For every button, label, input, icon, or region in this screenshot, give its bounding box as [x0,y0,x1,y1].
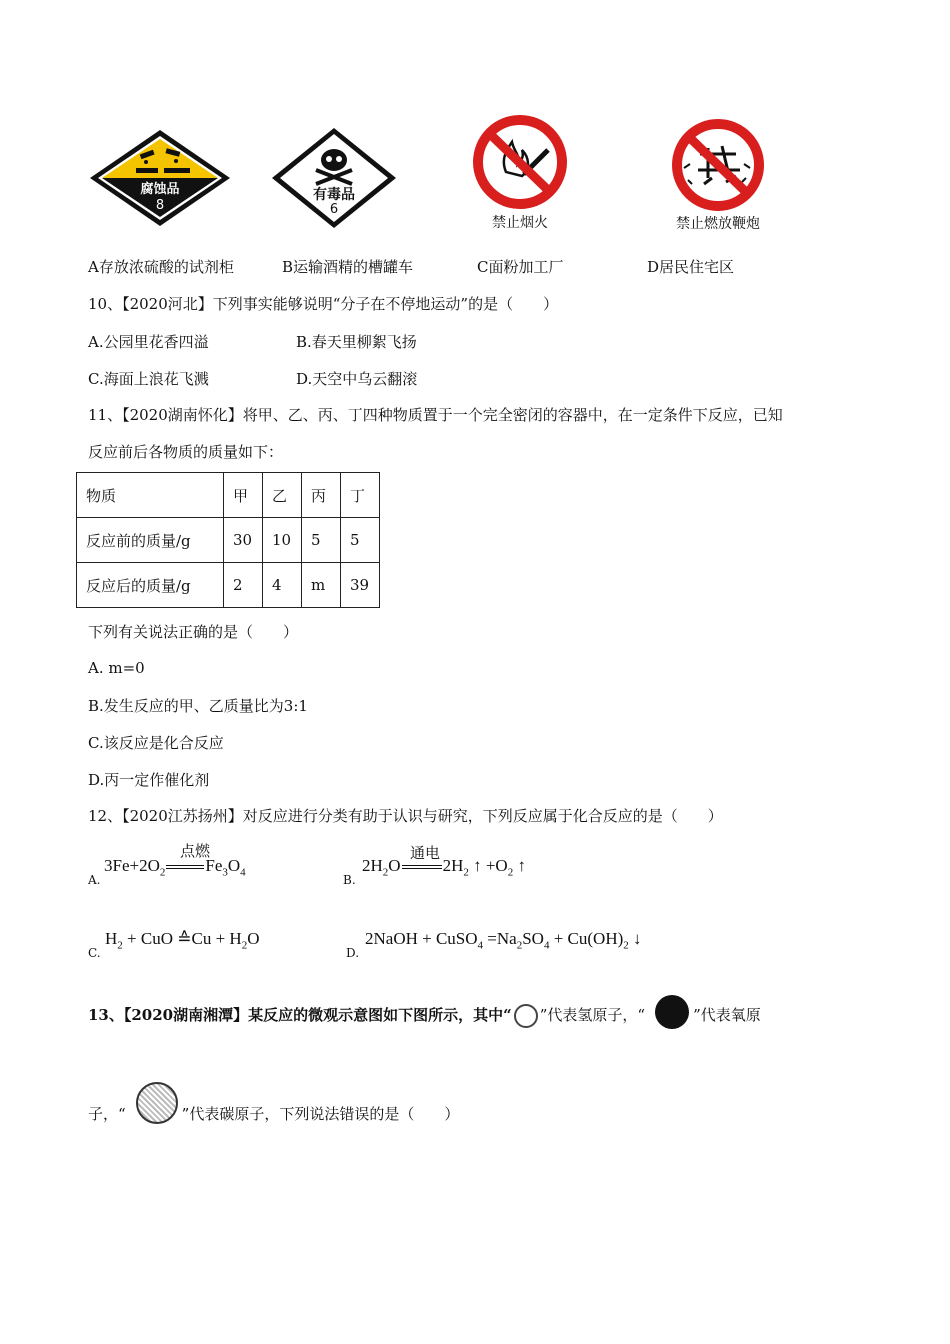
q11-question: 下列有关说法正确的是（ ） [88,623,299,641]
q10-option-b: B.春天里柳絮飞扬 [296,333,417,351]
carbon-atom-icon [136,1082,178,1124]
toxic-label: 有毒品 [313,187,355,203]
table-cell: 4 [263,563,302,608]
q9-option-c: C面粉加工厂 [477,258,564,276]
q12-label-b: B. [343,873,356,887]
q12-label-c: C. [88,946,101,960]
table-cell: m [302,563,341,608]
no-fire-caption: 禁止烟火 [492,215,548,231]
table-cell: 物质 [77,473,224,518]
q12-label-d: D. [346,946,360,960]
q11-option-a: A. m=0 [88,659,145,677]
oxygen-atom-icon [655,995,689,1029]
table-cell: 10 [263,518,302,563]
mass-table [76,472,380,608]
q13-stem-part-a: 13、【2020湖南湘潭】某反应的微观示意图如下图所示，其中“ [88,1006,512,1024]
table-cell: 反应前的质量/g [77,518,224,563]
q10-option-d: D.天空中乌云翻滚 [296,370,418,388]
q12-b-condition: 通电 [410,844,441,862]
q13-stem-part-c: ”代表氧原 [693,1006,761,1024]
q12-equation-c: $H_2$ + CuO ≙Cu + $H_2O$ [105,929,260,952]
no-fire-sign [462,114,578,234]
q10-stem: 10、【2020河北】下列事实能够说明“分子在不停地运动”的是（ ） [88,295,559,313]
corrosive-class-number: 8 [155,198,165,213]
no-fireworks-caption: 禁止燃放鞭炮 [676,216,760,232]
table-cell: 30 [224,518,263,563]
table-cell: 甲 [224,473,263,518]
q13-stem-part-d: 子，“ [88,1105,126,1123]
q9-option-b: B运输酒精的槽罐车 [282,258,414,276]
corrosive-label: 腐蚀品 [140,182,180,197]
table-header-row [77,473,380,518]
q10-option-c: C.海面上浪花飞溅 [88,370,209,388]
q13-stem-line1 [88,1003,761,1029]
table-row [77,563,380,608]
no-fire-icon [462,114,578,210]
q11-option-c: C.该反应是化合反应 [88,734,224,752]
table-cell: 39 [341,563,380,608]
q9-option-a: A存放浓硫酸的试剂柜 [88,258,234,276]
q11-option-d: D.丙一定作催化剂 [88,771,210,789]
toxic-sign [270,126,398,230]
q12-a-condition: 点燃 [180,842,211,860]
no-fireworks-sign [656,118,780,236]
table-row [77,518,380,563]
table-cell: 丙 [302,473,341,518]
q10-option-a: A.公园里花香四溢 [88,333,209,351]
q13-stem-part-b: ”代表氢原子，“ [539,1006,646,1024]
q12-label-a: A. [88,873,101,887]
table-cell: 乙 [263,473,302,518]
toxic-class-number: 6 [329,202,339,217]
hydrogen-atom-icon [514,1004,538,1028]
q11-stem-line2: 反应前后各物质的质量如下： [88,443,284,461]
q12-stem: 12、【2020江苏扬州】对反应进行分类有助于认识与研究，下列反应属于化合反应的是（ ） [88,807,723,825]
table-cell: 2 [224,563,263,608]
q13-stem-part-e: ”代表碳原子，下列说法错误的是（ ） [181,1105,460,1123]
table-cell: 反应后的质量/g [77,563,224,608]
no-firecracker-icon [656,118,780,212]
q9-option-d: D居民住宅区 [647,258,735,276]
q13-stem-line2 [88,1103,459,1125]
q11-option-b: B.发生反应的甲、乙质量比为3:1 [88,697,308,715]
q12-equation-d: 2NaOH + CuSO$_4$ $=Na_2SO_4 + Cu(OH)_2$ ↓ [365,929,642,952]
q12-equation-b: $2H_2O$ $2H_2$ ↑ $+O_2$ ↑ [362,856,526,879]
q12-equation-a: $3Fe+2O_2$ $Fe_3O_4$ [104,856,246,879]
table-cell: 丁 [341,473,380,518]
table-cell: 5 [302,518,341,563]
corrosive-sign [88,128,232,228]
q11-stem-line1: 11、【2020湖南怀化】将甲、乙、丙、丁四种物质置于一个完全密闭的容器中，在一定条件下反应，已知 [88,406,783,424]
table-cell: 5 [341,518,380,563]
